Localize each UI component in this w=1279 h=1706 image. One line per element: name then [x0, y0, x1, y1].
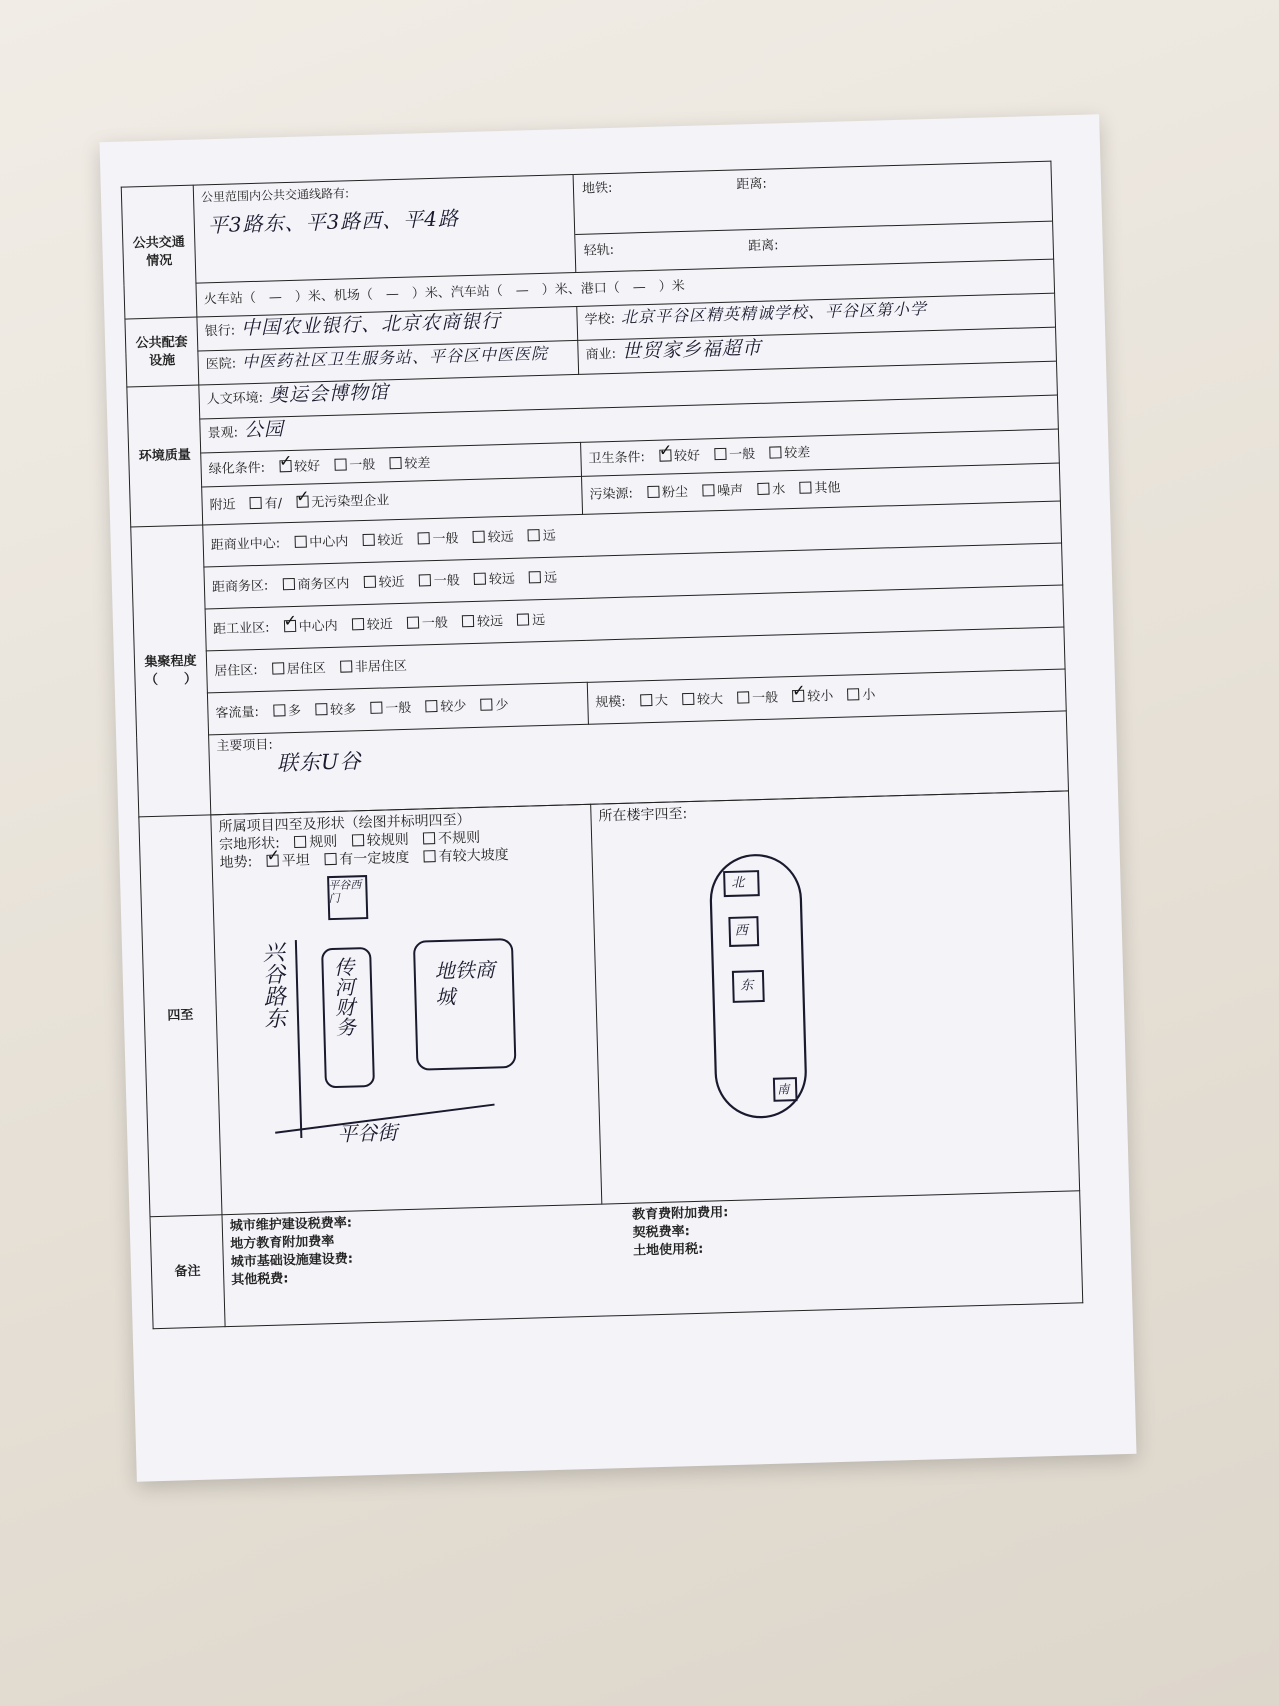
- bd-opt-3: 一般: [433, 572, 460, 589]
- main-projects-handwriting: 联东U谷: [276, 749, 362, 776]
- bus-lines-label: 公里范围内公共交通线路有:: [200, 186, 350, 205]
- sketch-s-label: 南: [777, 1082, 790, 1097]
- bc-check-2[interactable]: [362, 533, 374, 545]
- boundaries-left-title: 所属项目四至及形状（绘图并标明四至）: [218, 812, 471, 836]
- pollution-opt-other: 其他: [814, 480, 841, 496]
- environment-category: 环境质量: [127, 385, 203, 527]
- scale-opt-5: 小: [862, 687, 876, 703]
- traffic-check-5[interactable]: [480, 698, 492, 710]
- res-check-1[interactable]: [272, 662, 284, 674]
- scale-check-3[interactable]: [737, 691, 749, 703]
- traffic-check-2[interactable]: [315, 703, 327, 715]
- ind-check-2[interactable]: [352, 618, 364, 630]
- agglomeration-title: 集聚程度: [144, 653, 197, 670]
- sketch-w-label: 西: [734, 923, 748, 939]
- sketch-bottom-label: 平谷街: [336, 1120, 398, 1146]
- scale-opt-4: 较小: [807, 688, 834, 705]
- res-opt-2: 非居住区: [354, 658, 408, 675]
- shape-opt-3: 不规则: [437, 829, 481, 848]
- scale-opt-2: 较大: [696, 691, 724, 708]
- bc-opt-3: 一般: [432, 530, 459, 547]
- subway-label: 地铁:: [581, 180, 613, 197]
- scenery-handwriting: 公园: [243, 418, 285, 442]
- greening-label: 绿化条件:: [208, 460, 266, 477]
- industrial-label: 距工业区:: [212, 620, 270, 637]
- remark-urban-tax: 城市维护建设税费率:: [229, 1215, 353, 1235]
- remark-local-edu: 地方教育附加费率: [230, 1234, 335, 1252]
- bc-check-5[interactable]: [528, 529, 540, 541]
- bus-lines-handwriting: 平3路东、平3路西、平4路: [207, 206, 460, 238]
- greening-check-average[interactable]: [334, 458, 346, 470]
- stations-row: 火车站（ — ）米、机场（ — ）米、汽车站（ — ）米、港口（ — ）米: [196, 259, 1055, 317]
- ind-check-4[interactable]: [462, 614, 474, 626]
- bc-opt-4: 较远: [487, 529, 514, 546]
- transport-category: 公共交通情况: [121, 185, 197, 319]
- pollution-check-water[interactable]: [757, 482, 769, 494]
- remark-other-tax: 其他税费:: [231, 1271, 289, 1288]
- agglomeration-paren: （ ）: [144, 671, 198, 688]
- agglomeration-category: [131, 525, 211, 817]
- boundaries-right-cell: [591, 791, 1080, 1204]
- sanitation-label: 卫生条件:: [588, 449, 646, 467]
- boundaries-category: 四至: [139, 815, 222, 1217]
- terrain-label: 地势:: [219, 854, 253, 872]
- nearby-opt-yes: 有/: [264, 495, 283, 512]
- pollution-check-other[interactable]: [799, 481, 811, 493]
- sketch-top-label: 平谷西门: [328, 878, 362, 906]
- sketch-box2-label: 地铁商城: [434, 957, 496, 1010]
- humanities-label: 人文环境:: [206, 390, 264, 408]
- nearby-check-yes[interactable]: [250, 496, 262, 508]
- right-sketch: [599, 813, 1071, 1166]
- bank-handwriting: 中国农业银行、北京农商银行: [240, 310, 502, 340]
- sanitation-check-average[interactable]: [714, 447, 726, 459]
- remarks-left-cell: [222, 1204, 605, 1327]
- ind-opt-2: 较近: [366, 616, 393, 633]
- greening-opt-average: 一般: [349, 457, 376, 473]
- ind-check-1[interactable]: [283, 619, 295, 631]
- facilities-category: 公共配套设施: [125, 317, 199, 387]
- terrain-opt-1: 平坦: [281, 852, 311, 870]
- traffic-opt-3: 一般: [385, 700, 412, 716]
- bd-opt-4: 较远: [488, 571, 516, 588]
- res-check-2[interactable]: [340, 660, 352, 672]
- scale-opt-3: 一般: [751, 689, 779, 706]
- sanitation-opt-average: 一般: [728, 446, 756, 463]
- remarks-category: 备注: [150, 1215, 225, 1329]
- sanitation-check-good[interactable]: [659, 449, 671, 461]
- scale-check-4[interactable]: [792, 689, 804, 701]
- commerce-handwriting: 世贸家乡福超市: [621, 336, 763, 363]
- ind-opt-3: 一般: [421, 615, 449, 631]
- left-sketch: [220, 862, 593, 1162]
- school-label: 学校:: [584, 311, 616, 328]
- sanitation-check-poor[interactable]: [769, 446, 781, 458]
- remarks-right-cell: [602, 1191, 1083, 1316]
- bus-lines-cell: [193, 175, 576, 284]
- bd-opt-1: 商务区内: [297, 575, 350, 593]
- bd-opt-2: 较近: [378, 574, 405, 591]
- pollution-opt-dust: 粉尘: [661, 484, 689, 501]
- bc-opt-2: 较近: [377, 532, 404, 549]
- subway-distance-label: 距离:: [736, 176, 768, 193]
- school-handwriting: 北京平谷区精英精诚学校、平谷区第小学: [620, 299, 928, 327]
- scale-label: 规模:: [595, 694, 626, 711]
- sketch-west-road: [296, 940, 302, 1138]
- bc-opt-1: 中心内: [309, 533, 349, 551]
- bd-check-5[interactable]: [529, 571, 541, 583]
- boundaries-right-title: 所在楼宇四至:: [598, 806, 688, 825]
- hospital-handwriting: 中医药社区卫生服务站、平谷区中医医院: [241, 343, 549, 372]
- pollution-label: 污染源:: [589, 485, 634, 503]
- bc-opt-5: 远: [542, 528, 557, 544]
- scale-check-2[interactable]: [682, 692, 694, 704]
- greening-opt-good: 较好: [293, 458, 321, 475]
- ind-opt-4: 较远: [476, 613, 504, 630]
- scale-check-1[interactable]: [640, 694, 652, 706]
- traffic-check-4[interactable]: [425, 700, 437, 712]
- sketch-n-label: 北: [731, 875, 745, 891]
- sanitation-opt-good: 较好: [673, 448, 701, 464]
- light-rail-distance-label: 距离:: [747, 238, 779, 255]
- nearby-label: 附近: [209, 497, 236, 513]
- remark-land-tax: 土地使用税:: [632, 1241, 704, 1259]
- pollution-check-dust[interactable]: [647, 485, 659, 497]
- shape-check-2[interactable]: [352, 834, 364, 846]
- bd-check-3[interactable]: [419, 574, 431, 586]
- shape-opt-2: 较规则: [366, 831, 409, 850]
- boundaries-left-cell: [211, 804, 602, 1214]
- main-projects-label: 主要项目:: [216, 737, 273, 755]
- sketch-e-label: 东: [740, 978, 754, 994]
- pollution-opt-water: 水: [772, 481, 786, 498]
- ind-check-5[interactable]: [517, 613, 529, 625]
- terrain-check-1[interactable]: [267, 854, 279, 866]
- sketch-west-label: 兴谷路东: [258, 940, 287, 1030]
- nearby-check-no[interactable]: [296, 495, 308, 507]
- traffic-opt-1: 多: [287, 703, 302, 719]
- remark-deed-tax: 契税费率:: [632, 1224, 691, 1241]
- terrain-opt-2: 有一定坡度: [339, 849, 410, 868]
- traffic-opt-5: 少: [495, 697, 509, 713]
- remark-edu-surcharge: 教育费附加费用:: [631, 1205, 729, 1223]
- bc-check-1[interactable]: [294, 535, 306, 547]
- terrain-opt-3: 有较大坡度: [438, 847, 509, 866]
- nearby-opt-no: 无污染型企业: [311, 492, 390, 510]
- sketch-box1-label: 传河财务: [330, 956, 357, 1038]
- ind-opt-1: 中心内: [298, 618, 338, 635]
- shape-label: 宗地形状:: [218, 835, 281, 854]
- scale-check-5[interactable]: [847, 688, 859, 700]
- greening-check-poor[interactable]: [389, 456, 401, 468]
- shape-opt-1: 规则: [309, 833, 338, 851]
- traffic-check-1[interactable]: [273, 704, 285, 716]
- business-district-label: 距商务区:: [211, 578, 269, 595]
- bc-check-4[interactable]: [472, 530, 484, 542]
- humanities-handwriting: 奥运会博物馆: [268, 381, 390, 407]
- scenery-label: 景观:: [207, 425, 239, 442]
- residential-label: 居住区:: [214, 662, 258, 679]
- traffic-opt-4: 较少: [440, 698, 467, 715]
- terrain-check-3[interactable]: [423, 850, 435, 862]
- traffic-opt-2: 较多: [329, 701, 357, 718]
- business-center-label: 距商业中心:: [210, 535, 281, 553]
- bd-opt-5: 远: [543, 570, 558, 586]
- survey-table: [121, 161, 1084, 1330]
- bc-check-3[interactable]: [417, 532, 429, 544]
- hospital-label: 医院:: [205, 356, 237, 373]
- shape-check-3[interactable]: [423, 832, 435, 844]
- bd-check-4[interactable]: [474, 572, 486, 584]
- bd-check-1[interactable]: [282, 577, 294, 589]
- pollution-check-noise[interactable]: [702, 484, 714, 496]
- shape-check-1[interactable]: [294, 836, 306, 848]
- res-opt-1: 居住区: [286, 660, 327, 677]
- remark-infra-fee: 城市基础设施建设费:: [230, 1251, 354, 1270]
- terrain-check-2[interactable]: [324, 853, 336, 865]
- sanitation-opt-poor: 较差: [784, 444, 811, 461]
- commerce-label: 商业:: [585, 346, 617, 363]
- rail-cell: [573, 161, 1054, 272]
- traffic-label: 客流量:: [215, 704, 260, 721]
- bank-label: 银行:: [204, 323, 236, 340]
- scale-opt-1: 大: [654, 693, 669, 709]
- bd-check-2[interactable]: [363, 575, 375, 587]
- survey-form-sheet: [99, 114, 1136, 1481]
- greening-opt-poor: 较差: [404, 455, 431, 472]
- traffic-check-3[interactable]: [370, 701, 382, 713]
- greening-check-good[interactable]: [279, 459, 291, 471]
- light-rail-label: 轻轨:: [583, 242, 615, 259]
- pollution-opt-noise: 噪声: [716, 482, 744, 499]
- ind-check-3[interactable]: [407, 616, 419, 628]
- ind-opt-5: 远: [531, 612, 546, 628]
